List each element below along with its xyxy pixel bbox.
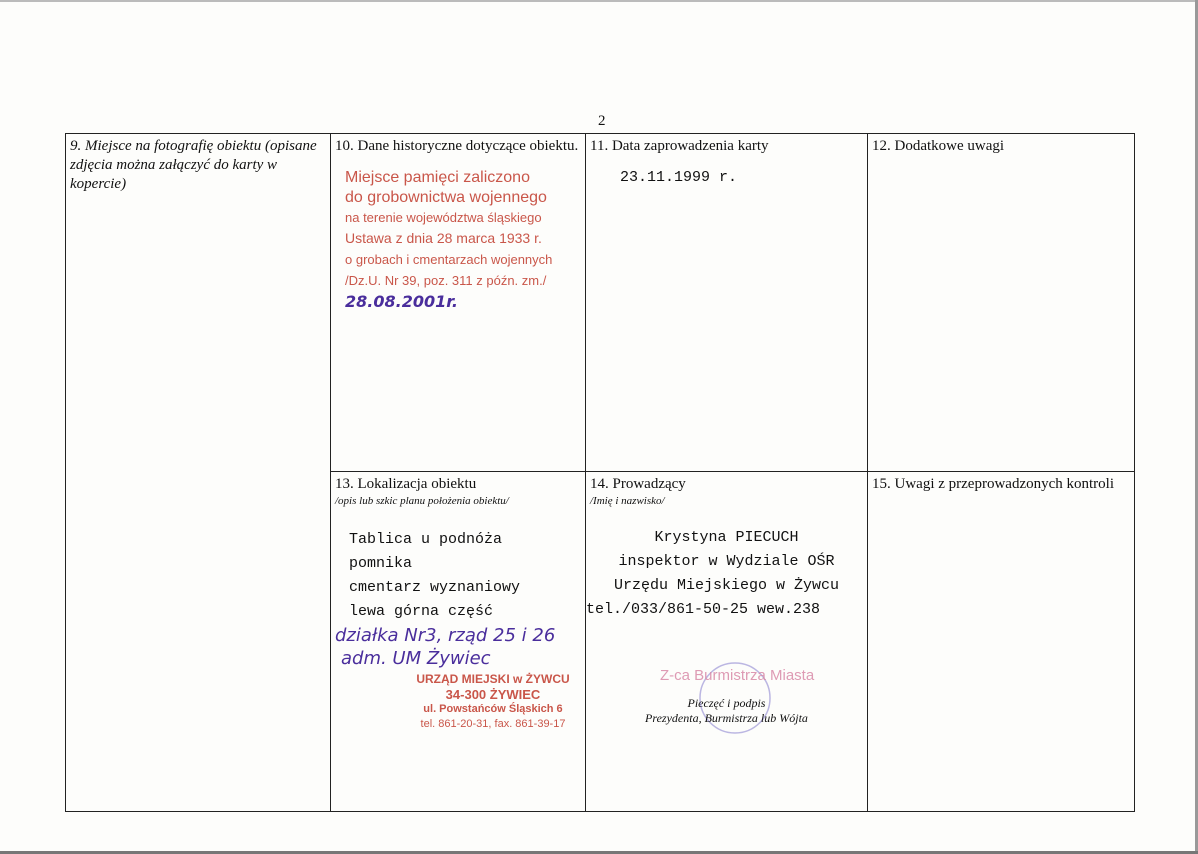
responsible-line: inspektor w Wydziale OŚR <box>618 553 835 570</box>
cell-historical-data <box>331 134 586 472</box>
stamp-line: /Dz.U. Nr 39, poz. 311 z późn. zm./ <box>345 273 547 288</box>
deputy-mayor-seal: Z-ca Burmistrza Miasta <box>660 667 815 684</box>
cell-photo-title: 9. Miejsce na fotografię obiektu (opisane zdjęcia można załączyć do karty w kopercie) <box>70 138 317 192</box>
war-grave-stamp <box>335 168 581 313</box>
cell-additional-notes-title: 12. Dodatkowe uwagi <box>872 138 1005 154</box>
location-description <box>335 528 581 624</box>
cell-location <box>331 472 586 812</box>
responsible-details <box>586 526 863 622</box>
stamp-line: o grobach i cmentarzach wojennych <box>345 252 553 267</box>
office-stamp-line: ul. Powstańców Śląskich 6 <box>423 703 563 715</box>
cell-card-date-title: 11. Data zaprowadzenia karty <box>590 138 769 154</box>
cell-inspection-notes-title: 15. Uwagi z przeprowadzonych kontroli <box>872 476 1115 492</box>
handwritten-line: działka Nr3, rząd 25 i 26 <box>335 625 556 646</box>
stamp-line: do grobownictwa wojennego <box>345 189 547 206</box>
record-card-table <box>65 133 1135 812</box>
responsible-line: Krystyna PIECUCH <box>654 529 799 546</box>
office-stamp-line: URZĄD MIEJSKI w ŻYWCU <box>416 672 570 686</box>
handwritten-location <box>335 624 581 670</box>
stamp-line: Ustawa z dnia 28 marca 1933 r. <box>345 230 542 246</box>
location-line: cmentarz wyznaniowy <box>349 579 521 596</box>
stamp-line: na terenie województwa śląskiego <box>345 210 542 225</box>
handwritten-line: adm. UM Żywiec <box>341 648 491 669</box>
office-stamp <box>335 672 581 732</box>
responsible-line: Urzędu Miejskiego w Żywcu <box>613 577 840 594</box>
cell-card-date <box>586 134 868 472</box>
signature-area <box>590 666 863 746</box>
signature-caption-line: Prezydenta, Burmistrza lub Wójta <box>645 711 808 725</box>
cell-responsible-title: 14. Prowadzący <box>590 476 686 492</box>
cell-photo <box>66 134 331 812</box>
responsible-line: tel./033/861-50-25 wew.238 <box>586 601 821 618</box>
office-stamp-line: 34-300 ŻYWIEC <box>445 687 541 702</box>
location-line: pomnika <box>349 555 413 572</box>
cell-inspection-notes <box>868 472 1135 812</box>
handwritten-date: 28.08.2001r. <box>345 292 458 311</box>
office-stamp-line: tel. 861-20-31, fax. 861-39-17 <box>420 718 566 730</box>
scan-edge-top <box>0 0 1198 2</box>
cell-location-subtitle: /opis lub szkic planu położenia obiektu/ <box>335 495 509 507</box>
cell-responsible <box>586 472 868 812</box>
location-line: lewa górna część <box>349 603 494 620</box>
cell-responsible-subtitle: /Imię i nazwisko/ <box>590 495 665 507</box>
signature-caption-line: Pieczęć i podpis <box>687 696 766 710</box>
page-number: 2 <box>598 113 606 129</box>
cell-historical-title: 10. Dane historyczne dotyczące obiektu. <box>335 138 579 154</box>
card-date-value: 23.11.1999 r. <box>620 169 738 186</box>
stamp-line: Miejsce pamięci zaliczono <box>345 169 530 186</box>
location-line: Tablica u podnóża <box>349 531 503 548</box>
cell-additional-notes <box>868 134 1135 472</box>
signature-caption <box>590 696 863 726</box>
cell-location-title: 13. Lokalizacja obiektu <box>335 476 477 492</box>
